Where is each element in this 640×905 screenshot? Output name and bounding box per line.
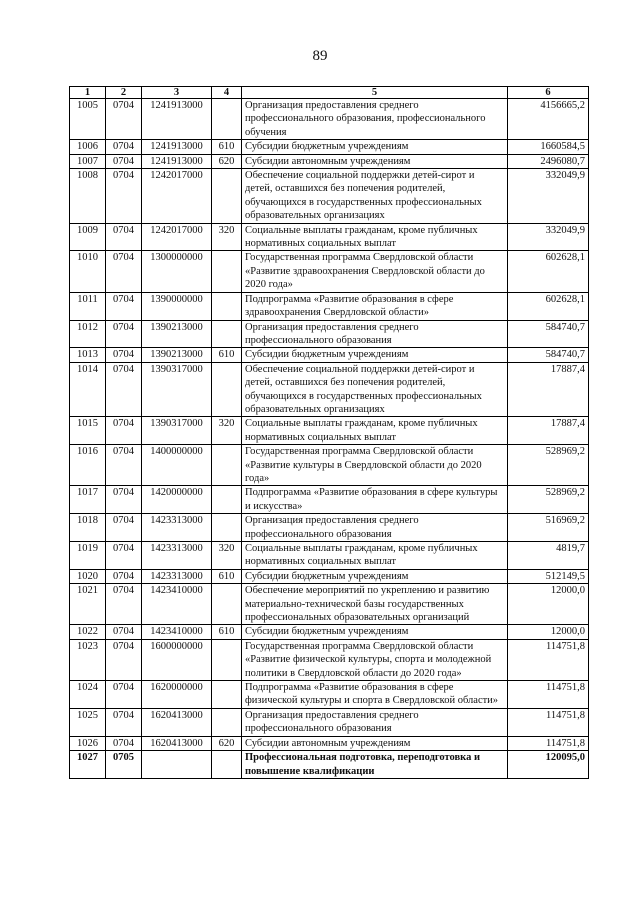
item-name-cell: Организация предоставления среднего профессионального образования, профессионального обучения xyxy=(242,99,508,140)
row-number-cell: 1014 xyxy=(70,362,106,417)
table-header-row xyxy=(70,87,589,99)
amount-cell: 12000,0 xyxy=(508,584,589,625)
amount-cell: 516969,2 xyxy=(508,514,589,542)
header-col-4: 4 xyxy=(212,87,242,99)
page-number: 89 xyxy=(312,48,328,64)
expense-type-cell: 320 xyxy=(212,542,242,570)
expense-type-cell: 610 xyxy=(212,625,242,639)
expense-type-cell xyxy=(212,708,242,736)
section-code-cell: 0704 xyxy=(106,223,142,251)
target-article-cell: 1241913000 xyxy=(142,99,212,140)
expense-type-cell xyxy=(212,292,242,320)
row-number-cell: 1006 xyxy=(70,140,106,154)
table-row xyxy=(70,569,589,583)
row-number-cell: 1010 xyxy=(70,251,106,292)
target-article-cell: 1620413000 xyxy=(142,736,212,750)
row-number-cell: 1013 xyxy=(70,348,106,362)
amount-cell: 528969,2 xyxy=(508,445,589,486)
expense-type-cell xyxy=(212,486,242,514)
item-name-cell: Обеспечение социальной поддержки детей-сирот и детей, оставшихся без попечения родителей, обучающихся в государственных профессиональных образовательных организациях xyxy=(242,362,508,417)
expense-type-cell: 610 xyxy=(212,569,242,583)
expense-type-cell: 320 xyxy=(212,417,242,445)
item-name-cell: Социальные выплаты гражданам, кроме публичных нормативных социальных выплат xyxy=(242,542,508,570)
target-article-cell: 1420000000 xyxy=(142,486,212,514)
table-row xyxy=(70,99,589,140)
section-code-cell: 0704 xyxy=(106,417,142,445)
row-number-cell: 1027 xyxy=(70,751,106,779)
item-name-cell: Государственная программа Свердловской области «Развитие физической культуры, спорта и молодежной политики в Свердловской области до 2020 года» xyxy=(242,639,508,680)
table-row xyxy=(70,751,589,779)
amount-cell: 17887,4 xyxy=(508,417,589,445)
target-article-cell: 1242017000 xyxy=(142,223,212,251)
target-article-cell: 1242017000 xyxy=(142,169,212,224)
amount-cell: 584740,7 xyxy=(508,348,589,362)
amount-cell: 528969,2 xyxy=(508,486,589,514)
target-article-cell: 1400000000 xyxy=(142,445,212,486)
target-article-cell: 1390317000 xyxy=(142,417,212,445)
item-name-cell: Субсидии бюджетным учреждениям xyxy=(242,348,508,362)
row-number-cell: 1019 xyxy=(70,542,106,570)
item-name-cell: Субсидии бюджетным учреждениям xyxy=(242,140,508,154)
expense-type-cell xyxy=(212,584,242,625)
item-name-cell: Государственная программа Свердловской области «Развитие здравоохранения Свердловской области до 2020 года» xyxy=(242,251,508,292)
row-number-cell: 1012 xyxy=(70,320,106,348)
budget-table xyxy=(69,86,589,779)
target-article-cell: 1390000000 xyxy=(142,292,212,320)
section-code-cell: 0704 xyxy=(106,140,142,154)
section-code-cell: 0704 xyxy=(106,736,142,750)
row-number-cell: 1024 xyxy=(70,681,106,709)
section-code-cell: 0704 xyxy=(106,569,142,583)
table-row xyxy=(70,140,589,154)
target-article-cell: 1620413000 xyxy=(142,708,212,736)
target-article-cell: 1390317000 xyxy=(142,362,212,417)
table-row xyxy=(70,169,589,224)
expense-type-cell xyxy=(212,681,242,709)
table-row xyxy=(70,486,589,514)
section-code-cell: 0704 xyxy=(106,154,142,168)
expense-type-cell xyxy=(212,320,242,348)
target-article-cell: 1423313000 xyxy=(142,542,212,570)
amount-cell: 114751,8 xyxy=(508,736,589,750)
row-number-cell: 1011 xyxy=(70,292,106,320)
expense-type-cell xyxy=(212,751,242,779)
amount-cell: 12000,0 xyxy=(508,625,589,639)
item-name-cell: Подпрограмма «Развитие образования в сфере культуры и искусства» xyxy=(242,486,508,514)
target-article-cell: 1423313000 xyxy=(142,569,212,583)
table-row xyxy=(70,223,589,251)
expense-type-cell xyxy=(212,99,242,140)
target-article-cell: 1423410000 xyxy=(142,584,212,625)
row-number-cell: 1020 xyxy=(70,569,106,583)
section-code-cell: 0704 xyxy=(106,348,142,362)
expense-type-cell xyxy=(212,251,242,292)
item-name-cell: Профессиональная подготовка, переподготовка и повышение квалификации xyxy=(242,751,508,779)
target-article-cell: 1390213000 xyxy=(142,320,212,348)
expense-type-cell: 320 xyxy=(212,223,242,251)
amount-cell: 17887,4 xyxy=(508,362,589,417)
row-number-cell: 1026 xyxy=(70,736,106,750)
item-name-cell: Организация предоставления среднего профессионального образования xyxy=(242,708,508,736)
item-name-cell: Подпрограмма «Развитие образования в сфере физической культуры и спорта в Свердловской области» xyxy=(242,681,508,709)
target-article-cell: 1600000000 xyxy=(142,639,212,680)
target-article-cell: 1241913000 xyxy=(142,154,212,168)
section-code-cell: 0704 xyxy=(106,445,142,486)
row-number-cell: 1022 xyxy=(70,625,106,639)
table-row xyxy=(70,542,589,570)
section-code-cell: 0704 xyxy=(106,169,142,224)
target-article-cell: 1423410000 xyxy=(142,625,212,639)
expense-type-cell: 610 xyxy=(212,348,242,362)
section-code-cell: 0704 xyxy=(106,681,142,709)
expense-type-cell xyxy=(212,362,242,417)
section-code-cell: 0704 xyxy=(106,99,142,140)
section-code-cell: 0704 xyxy=(106,708,142,736)
target-article-cell: 1241913000 xyxy=(142,140,212,154)
section-code-cell: 0704 xyxy=(106,542,142,570)
section-code-cell: 0704 xyxy=(106,514,142,542)
item-name-cell: Организация предоставления среднего профессионального образования xyxy=(242,320,508,348)
table-row xyxy=(70,445,589,486)
item-name-cell: Субсидии автономным учреждениям xyxy=(242,736,508,750)
table-row xyxy=(70,584,589,625)
table-row xyxy=(70,348,589,362)
expense-type-cell: 620 xyxy=(212,736,242,750)
row-number-cell: 1007 xyxy=(70,154,106,168)
section-code-cell: 0704 xyxy=(106,292,142,320)
row-number-cell: 1005 xyxy=(70,99,106,140)
section-code-cell: 0704 xyxy=(106,584,142,625)
section-code-cell: 0704 xyxy=(106,251,142,292)
amount-cell: 512149,5 xyxy=(508,569,589,583)
amount-cell: 584740,7 xyxy=(508,320,589,348)
target-article-cell xyxy=(142,751,212,779)
table-row xyxy=(70,154,589,168)
table-row xyxy=(70,292,589,320)
header-col-5: 5 xyxy=(242,87,508,99)
target-article-cell: 1423313000 xyxy=(142,514,212,542)
target-article-cell: 1620000000 xyxy=(142,681,212,709)
table-row xyxy=(70,320,589,348)
row-number-cell: 1023 xyxy=(70,639,106,680)
amount-cell: 4156665,2 xyxy=(508,99,589,140)
row-number-cell: 1015 xyxy=(70,417,106,445)
section-code-cell: 0704 xyxy=(106,362,142,417)
expense-type-cell: 620 xyxy=(212,154,242,168)
header-col-3: 3 xyxy=(142,87,212,99)
table-row xyxy=(70,362,589,417)
amount-cell: 602628,1 xyxy=(508,292,589,320)
item-name-cell: Социальные выплаты гражданам, кроме публичных нормативных социальных выплат xyxy=(242,223,508,251)
item-name-cell: Организация предоставления среднего профессионального образования xyxy=(242,514,508,542)
table-row xyxy=(70,625,589,639)
table-row xyxy=(70,639,589,680)
item-name-cell: Государственная программа Свердловской области «Развитие культуры в Свердловской области до 2020 года» xyxy=(242,445,508,486)
section-code-cell: 0705 xyxy=(106,751,142,779)
amount-cell: 602628,1 xyxy=(508,251,589,292)
item-name-cell: Обеспечение социальной поддержки детей-сирот и детей, оставшихся без попечения родителей, обучающихся в государственных профессиональных образовательных организациях xyxy=(242,169,508,224)
row-number-cell: 1025 xyxy=(70,708,106,736)
target-article-cell: 1300000000 xyxy=(142,251,212,292)
item-name-cell: Субсидии автономным учреждениям xyxy=(242,154,508,168)
table-row xyxy=(70,681,589,709)
section-code-cell: 0704 xyxy=(106,486,142,514)
table-row xyxy=(70,736,589,750)
amount-cell: 114751,8 xyxy=(508,708,589,736)
item-name-cell: Субсидии бюджетным учреждениям xyxy=(242,625,508,639)
amount-cell: 332049,9 xyxy=(508,169,589,224)
header-col-2: 2 xyxy=(106,87,142,99)
expense-type-cell xyxy=(212,514,242,542)
section-code-cell: 0704 xyxy=(106,639,142,680)
table-row xyxy=(70,708,589,736)
header-col-1: 1 xyxy=(70,87,106,99)
table-row xyxy=(70,251,589,292)
row-number-cell: 1016 xyxy=(70,445,106,486)
amount-cell: 332049,9 xyxy=(508,223,589,251)
row-number-cell: 1017 xyxy=(70,486,106,514)
expense-type-cell: 610 xyxy=(212,140,242,154)
table-row xyxy=(70,514,589,542)
row-number-cell: 1018 xyxy=(70,514,106,542)
item-name-cell: Субсидии бюджетным учреждениям xyxy=(242,569,508,583)
amount-cell: 114751,8 xyxy=(508,639,589,680)
item-name-cell: Социальные выплаты гражданам, кроме публичных нормативных социальных выплат xyxy=(242,417,508,445)
target-article-cell: 1390213000 xyxy=(142,348,212,362)
amount-cell: 4819,7 xyxy=(508,542,589,570)
expense-type-cell xyxy=(212,639,242,680)
amount-cell: 1660584,5 xyxy=(508,140,589,154)
row-number-cell: 1021 xyxy=(70,584,106,625)
row-number-cell: 1008 xyxy=(70,169,106,224)
header-col-6: 6 xyxy=(508,87,589,99)
expense-type-cell xyxy=(212,445,242,486)
table-row xyxy=(70,417,589,445)
section-code-cell: 0704 xyxy=(106,625,142,639)
item-name-cell: Подпрограмма «Развитие образования в сфере здравоохранения Свердловской области» xyxy=(242,292,508,320)
section-code-cell: 0704 xyxy=(106,320,142,348)
expense-type-cell xyxy=(212,169,242,224)
amount-cell: 120095,0 xyxy=(508,751,589,779)
item-name-cell: Обеспечение мероприятий по укреплению и развитию материально-технической базы государственных профессиональных образовательных организаций xyxy=(242,584,508,625)
row-number-cell: 1009 xyxy=(70,223,106,251)
amount-cell: 2496080,7 xyxy=(508,154,589,168)
amount-cell: 114751,8 xyxy=(508,681,589,709)
